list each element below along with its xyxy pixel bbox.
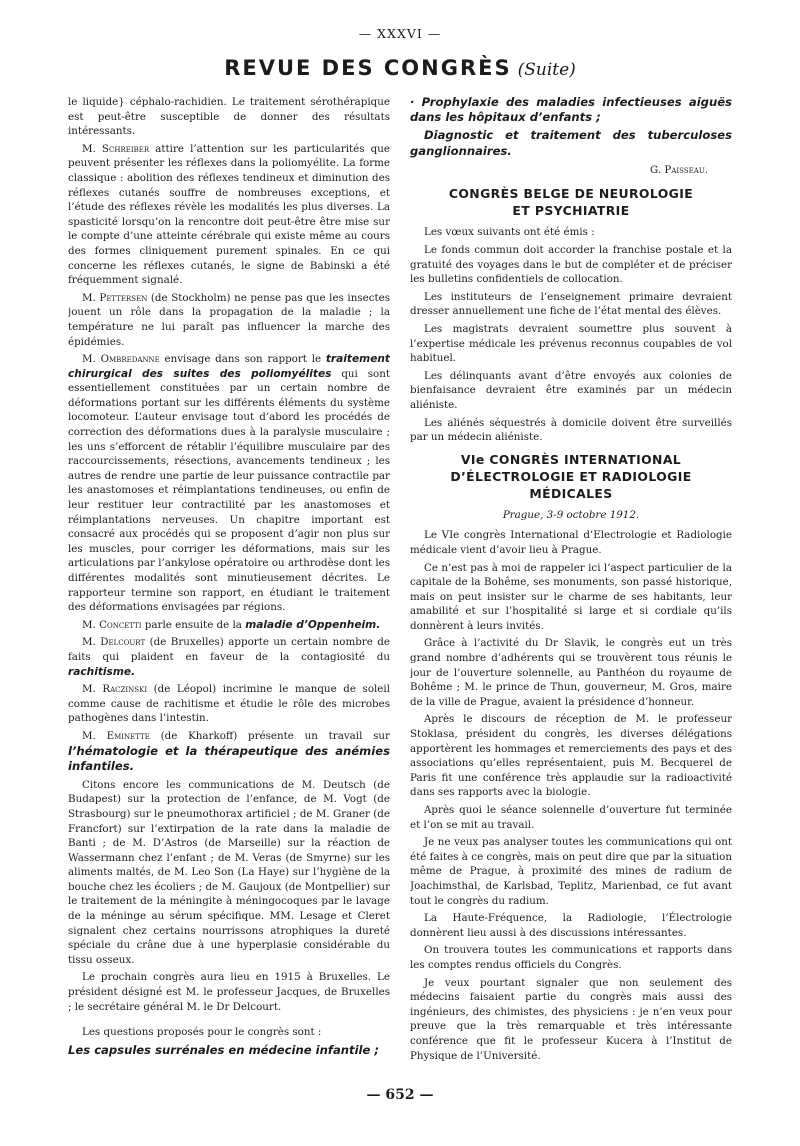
paragraph: Les questions proposés pour le congrès sont :: [82, 1026, 322, 1039]
heading-line: VIe CONGRÈS INTERNATIONAL: [460, 451, 682, 467]
paragraph: On trouvera toutes les communications et rapports dans les comptes rendus officiels du Congrès.: [410, 944, 732, 971]
author-name: M. Pettersen: [82, 291, 148, 304]
paragraph: Je veux pourtant signaler que non seulement des médecins faisaient partie du congrès mais aussi des ingénieurs, des chimistes, des physiciens : je n’en veux pour preuve que la très remarquable et très intéressante conférence que fit le professeur Kucera à l’Institut de Physique de l’Université.: [410, 976, 732, 1062]
paragraph: Les vœux suivants ont été émis :: [424, 226, 595, 239]
heading-line: CONGRÈS BELGE DE NEUROLOGIE: [448, 186, 694, 202]
paragraph-text: (de Kharkoff) présente un travail sur: [149, 729, 390, 742]
paragraph: [68, 618, 390, 633]
paragraph-text: (de Stockholm) ne pense pas que les insectes jouent un rôle dans la propagation de la maladie ; la température ne lui paraît pas influencer la marche des épidémies.: [68, 291, 390, 348]
paragraph-text: parle ensuite de la: [141, 618, 246, 631]
author-name: M. Ombredanne: [82, 353, 160, 366]
topic-title: traitement chirurgical des suites des poliomyélites: [68, 353, 390, 380]
paragraph: Le VIe congrès International d’Electrologie et Radiologie médicale vient d’avoir lieu à Prague.: [410, 529, 732, 556]
author-signature: G. Paisseau.: [650, 163, 708, 176]
paragraph: [68, 291, 390, 349]
paragraph: Après le discours de réception de M. le professeur Stoklasa, président du congrès, les diverses délégations apportèrent les hommages et remerciements des pays et des associations qu’elles représentaient, puis M. Becquerel de Paris fit une conférence très applaudie sur la radioactivité dans ses rapports avec la biologie.: [410, 713, 732, 799]
paragraph: Le fonds commun doit accorder la franchise postale et la gratuité des voyages dans le but de compléter et de préciser les bulletins confidentiels de collocation.: [410, 244, 732, 286]
paragraph: [68, 142, 390, 288]
author-name: M. Raczinski: [82, 683, 148, 696]
topic-title: rachitisme.: [68, 665, 136, 678]
paragraph: Les délinquants avant d’être envoyés aux colonies de bienfaisance devraient être examinés par un médecin aliéniste.: [410, 369, 732, 411]
section-subheading: Prague, 3-9 octobre 1912.: [502, 508, 640, 521]
paragraph: Les aliénés séquestrés à domicile doivent être surveillés par un médecin aliéniste.: [410, 416, 732, 444]
paragraph: [68, 729, 390, 775]
title-main: REVUE DES CONGRÈS: [224, 56, 512, 80]
paragraph-text: qui sont essentiellement constituées par un certain nombre de déformations portant sur les différents éléments du système locomoteur. L’auteur envisage tout d’abord les procédés de correction des déformations dues à la paralysie musculaire ; les uns s’efforcent de rétablir l’équilibre musculaire par des raccourcissements, résections, avancements tendineux ; les autres de rendre une partie de leur puissance contractile par les anastomoses et réimplantations tendineuses, ou enfin de leur restituer leur contractilité par les anastomoses et réimplantations nerveuses. Un chapitre important est consacré aux procédés qui se proposent d’agir non plus sur les muscles, pour corriger les déformations, mais sur les articulations par l’ankylose opératoire ou arthrodèse dont les différentes modalités sont minutieusement décrites. Le rapporteur termine son rapport, en étudiant le traitement des déformations envisagées par régions.: [68, 367, 390, 614]
question-item: Diagnostic et traitement des tuberculoses ganglionnaires.: [410, 128, 732, 158]
author-name: M. Delcourt: [82, 636, 146, 649]
page-title: [0, 56, 800, 80]
paragraph: Après quoi le séance solennelle d’ouverture fut terminée et l’on se mit au travail.: [410, 804, 732, 831]
topic-title: maladie d’Oppenheim.: [245, 618, 381, 631]
heading-line: D’ÉLECTROLOGIE ET RADIOLOGIE MÉDICALES: [450, 468, 692, 501]
topic-title: l’hématologie et la thérapeutique des anémies infantiles.: [68, 743, 390, 774]
running-page-number: — XXXVI —: [358, 26, 442, 41]
author-name: M. Eminette: [82, 729, 150, 742]
author-name: M. Schreiber: [82, 142, 150, 155]
paragraph: le liquide} céphalo-rachidien. Le traitement sérothérapique est peut-être susceptible de donner des résultats intéressants.: [68, 96, 390, 138]
left-column: [68, 95, 390, 1065]
section-heading: [410, 451, 732, 502]
paragraph: Le prochain congrès aura lieu en 1915 à Bruxelles. Le président désigné est M. le professeur Jacques, de Bruxelles ; le secrétaire général M. le Dr Delcourt.: [68, 971, 390, 1013]
paragraph: Citons encore les communications de M. Deutsch (de Budapest) sur la protection de l’enfance, de M. Vogt (de Strasbourg) sur le pneumothorax artificiel ; de M. Graner (de Francfort) sur l’extirpation de la rate dans la maladie de Banti ; de M. D’Astros (de Marseille) sur la réaction de Wassermann chez l’enfant ; de M. Veras (de Smyrne) sur les aliments maltés, de M. Leo Son (La Haye) sur l’hygiène de la bouche chez les écoliers ; de M. Gaujoux (de Montpellier) sur le traitement de la méningite à méningocoques par le lavage de la méninge au sérum spécifique. MM. Lesage et Cleret signalent chez certains nourrissons atrophiques la dureté spéciale du crâne due à une hyperplasie considérable du tissu osseux.: [68, 778, 390, 966]
paragraph-text: envisage dans son rapport le: [159, 353, 326, 366]
paragraph: [68, 635, 390, 679]
paragraph: [68, 682, 390, 726]
paragraph: Grâce à l’activité du Dr Slavik, le congrès eut un très grand nombre d’adhérents qui se trouvèrent tous réunis le jour de l’ouverture solennelle, au Panthéon du royaume de Bohême ; M. le prince de Thun, gouverneur, M. Gros, maire de la ville de Prague, avaient la présidence d’honneur.: [410, 637, 732, 708]
question-item: · Prophylaxie des maladies infectieuses aiguës dans les hôpitaux d’enfants ;: [410, 95, 732, 125]
section-heading: [410, 185, 732, 219]
heading-line: ET PSYCHIATRIE: [512, 203, 630, 219]
right-column: [410, 95, 732, 1065]
title-suffix: (Suite): [517, 60, 576, 80]
paragraph-text: (de Bruxelles) apporte un certain nombre de faits qui plaident en faveur de la contagiosité du: [68, 636, 390, 663]
paragraph: Les magistrats devraient soumettre plus souvent à l’expertise médicale les prévenus reconnus coupables de vol habituel.: [410, 322, 732, 365]
paragraph: [68, 352, 390, 615]
paragraph: Les instituteurs de l’enseignement primaire devraient dresser annuellement une fiche de l’état mental des élèves.: [410, 290, 732, 318]
paragraph-text: (de Léopol) incrimine le manque de soleil comme cause de rachitisme et étudie le rôle des microbes pathogènes dans l’intestin.: [68, 683, 390, 725]
question-item: Les capsules surrénales en médecine infantile ;: [68, 1042, 380, 1057]
author-name: M. Concetti: [82, 618, 142, 631]
paragraph: Je ne veux pas analyser toutes les communications qui ont été faites à ce congrès, mais on peut dire que par la situation même de Prague, à proximité des mines de radium de Joachimsthal, de Karlsbad, Teplitz, Marienbad, ce fut avant tout le congrès du radium.: [410, 836, 732, 907]
paragraph-text: attire l’attention sur les particularités que peuvent présenter les réflexes dans la poliomyélite. La forme classique : abolition des réflexes tendineux et diminution des réflexes cutanés souffre de nombreuses exceptions, et l’étude des réflexes révèle les modalités les plus diverses. La spasticité lorsqu’on la rencontre doit peut-être être mise sur le compte d’une atteinte cérébrale qui existe même au cours des formes cliniquement purement spinales. En ce qui concerne les réflexes cutanés, le signe de Babinski a été fréquemment signalé.: [68, 142, 390, 287]
paragraph: Ce n’est pas à moi de rappeler ici l’aspect particulier de la capitale de la Bohême, ses monuments, son passé historique, mais on peut insister sur le charme de ses habitants, leur amabilité et sur l’hospitalité si large et si cordiale qu’ils donnèrent à leurs invités.: [410, 561, 732, 632]
paragraph: La Haute-Fréquence, la Radiologie, l’Électrologie donnèrent lieu aussi à des discussions intéressantes.: [410, 912, 732, 939]
page-number: — 652 —: [366, 1087, 434, 1103]
